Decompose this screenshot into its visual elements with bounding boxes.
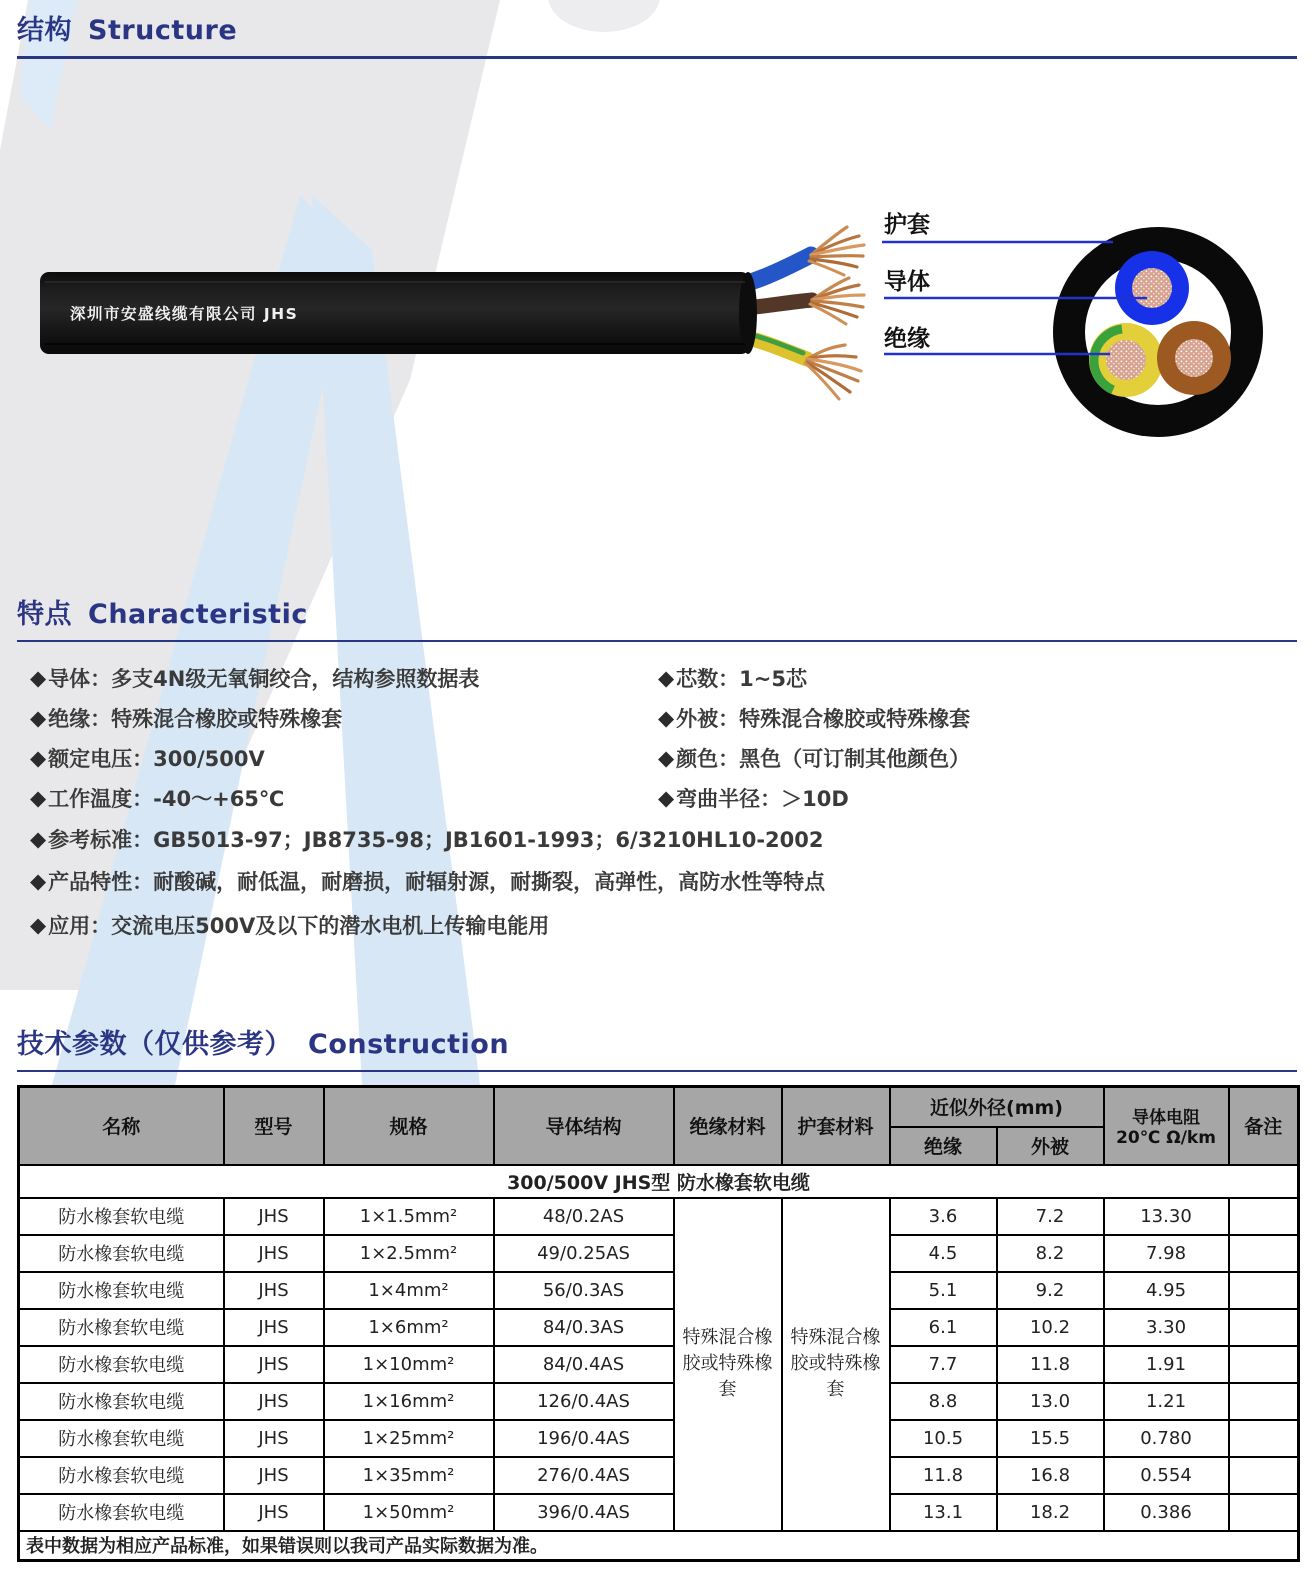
characteristic-section-header <box>17 592 1297 642</box>
cell-remark <box>1229 1420 1299 1457</box>
characteristic-title <box>17 592 1297 631</box>
cell-spec: 1×4mm² <box>324 1272 494 1309</box>
table-row <box>19 1420 1299 1457</box>
resistance-line1: 导体电阻 <box>1132 1108 1200 1129</box>
cell-model: JHS <box>224 1420 324 1457</box>
characteristic-title-zh: 特点 <box>17 599 72 630</box>
table-row <box>19 1198 1299 1235</box>
cell-od-insulation: 13.1 <box>890 1494 997 1531</box>
col-header-remark: 备注 <box>1229 1087 1299 1165</box>
cell-insulation-material: 特殊混合橡胶或特殊橡套 <box>674 1198 782 1531</box>
table-row <box>19 1272 1299 1309</box>
bullet-bend-radius: 弯曲半径：＞10D <box>676 787 849 811</box>
cell-remark <box>1229 1383 1299 1420</box>
structure-title-en: Structure <box>88 15 238 46</box>
diamond-bullet-icon: ◆ <box>30 746 47 770</box>
structure-title-zh: 结构 <box>17 15 72 46</box>
table-footnote: 表中数据为相应产品标准，如果错误则以我司产品实际数据为准。 <box>19 1531 1299 1561</box>
table-group-title: 300/500V JHS型 防水橡套软电缆 <box>19 1165 1299 1198</box>
cell-spec: 1×35mm² <box>324 1457 494 1494</box>
cell-resistance: 1.21 <box>1104 1383 1229 1420</box>
construction-title-en: Construction <box>308 1029 510 1060</box>
core-brown <box>1157 321 1231 395</box>
cell-remark <box>1229 1309 1299 1346</box>
cell-resistance: 0.554 <box>1104 1457 1229 1494</box>
col-header-od-insulation: 绝缘 <box>890 1127 997 1165</box>
cell-spec: 1×10mm² <box>324 1346 494 1383</box>
bullet-conductor: 导体：多支4N级无氧铜绞合，结构参照数据表 <box>48 667 480 691</box>
col-header-od-jacket: 外被 <box>997 1127 1104 1165</box>
col-header-name: 名称 <box>19 1087 224 1165</box>
diamond-bullet-icon: ◆ <box>30 913 47 937</box>
cell-resistance: 7.98 <box>1104 1235 1229 1272</box>
cell-model: JHS <box>224 1383 324 1420</box>
cell-name: 防水橡套软电缆 <box>19 1235 224 1272</box>
cell-model: JHS <box>224 1457 324 1494</box>
characteristic-rule <box>17 640 1297 642</box>
cell-spec: 1×25mm² <box>324 1420 494 1457</box>
bullet-jacket: 外被：特殊混合橡胶或特殊橡套 <box>676 707 971 731</box>
cell-name: 防水橡套软电缆 <box>19 1420 224 1457</box>
diamond-bullet-icon: ◆ <box>30 786 47 810</box>
diamond-bullet-icon: ◆ <box>658 746 675 770</box>
cell-conductor: 276/0.4AS <box>494 1457 674 1494</box>
cell-od-jacket: 18.2 <box>997 1494 1104 1531</box>
cell-model: JHS <box>224 1235 324 1272</box>
col-header-spec: 规格 <box>324 1087 494 1165</box>
cell-od-insulation: 3.6 <box>890 1198 997 1235</box>
bullet-voltage: 额定电压：300/500V <box>48 747 265 771</box>
cell-remark <box>1229 1457 1299 1494</box>
cell-resistance: 13.30 <box>1104 1198 1229 1235</box>
cell-od-jacket: 16.8 <box>997 1457 1104 1494</box>
diamond-bullet-icon: ◆ <box>30 666 47 690</box>
col-header-od-group: 近似外径(mm) <box>890 1087 1104 1127</box>
cell-od-insulation: 8.8 <box>890 1383 997 1420</box>
cell-od-jacket: 13.0 <box>997 1383 1104 1420</box>
label-insulation: 绝缘 <box>884 326 930 352</box>
cable-print-label: 深圳市安盛线缆有限公司 JHS <box>70 305 299 323</box>
table-row <box>19 1235 1299 1272</box>
cell-od-jacket: 11.8 <box>997 1346 1104 1383</box>
cell-od-jacket: 10.2 <box>997 1309 1104 1346</box>
cross-section-diagram <box>870 195 1304 465</box>
cell-conductor: 126/0.4AS <box>494 1383 674 1420</box>
cell-sheath-material: 特殊混合橡胶或特殊橡套 <box>782 1198 890 1531</box>
cell-remark <box>1229 1272 1299 1309</box>
bullet-row <box>30 778 1290 818</box>
cell-resistance: 3.30 <box>1104 1309 1229 1346</box>
cell-name: 防水橡套软电缆 <box>19 1383 224 1420</box>
cable-photo <box>25 215 870 430</box>
cell-remark <box>1229 1494 1299 1531</box>
cross-section-svg <box>870 195 1304 465</box>
cell-od-insulation: 11.8 <box>890 1457 997 1494</box>
core-blue <box>1115 251 1189 325</box>
cell-resistance: 4.95 <box>1104 1272 1229 1309</box>
cell-conductor: 84/0.3AS <box>494 1309 674 1346</box>
cell-spec: 1×50mm² <box>324 1494 494 1531</box>
col-header-resistance <box>1104 1087 1229 1165</box>
table-row <box>19 1383 1299 1420</box>
diamond-bullet-icon: ◆ <box>658 786 675 810</box>
characteristic-list <box>30 658 1290 948</box>
table-group-row <box>19 1165 1299 1198</box>
cell-resistance: 0.780 <box>1104 1420 1229 1457</box>
diamond-bullet-icon: ◆ <box>658 706 675 730</box>
cell-conductor: 56/0.3AS <box>494 1272 674 1309</box>
construction-title-zh: 技术参数（仅供参考） <box>17 1029 292 1060</box>
diamond-bullet-icon: ◆ <box>658 666 675 690</box>
structure-section-header <box>17 8 1297 59</box>
structure-rule <box>17 56 1297 59</box>
table-row <box>19 1457 1299 1494</box>
bullet-standards: 参考标准：GB5013-97；JB8735-98；JB1601-1993；6/3210HL10-2002 <box>48 828 824 852</box>
diamond-bullet-icon: ◆ <box>30 869 47 893</box>
cell-name: 防水橡套软电缆 <box>19 1346 224 1383</box>
bullet-row <box>30 698 1290 738</box>
construction-rule <box>17 1070 1297 1072</box>
copper-strands-icon <box>809 227 864 275</box>
table-row <box>19 1309 1299 1346</box>
cell-conductor: 196/0.4AS <box>494 1420 674 1457</box>
bullet-features: 产品特性：耐酸碱，耐低温，耐磨损，耐辐射源，耐撕裂，高弹性，高防水性等特点 <box>48 870 826 894</box>
cell-name: 防水橡套软电缆 <box>19 1272 224 1309</box>
cell-resistance: 0.386 <box>1104 1494 1229 1531</box>
col-header-conductor: 导体结构 <box>494 1087 674 1165</box>
cell-od-jacket: 15.5 <box>997 1420 1104 1457</box>
structure-title <box>17 8 1297 47</box>
cell-conductor: 396/0.4AS <box>494 1494 674 1531</box>
bullet-row <box>30 860 1290 902</box>
construction-section-header <box>17 1022 1297 1072</box>
cell-od-jacket: 9.2 <box>997 1272 1104 1309</box>
cell-spec: 1×2.5mm² <box>324 1235 494 1272</box>
bullet-row <box>30 902 1290 948</box>
cell-name: 防水橡套软电缆 <box>19 1198 224 1235</box>
cell-spec: 1×16mm² <box>324 1383 494 1420</box>
construction-table-wrap <box>17 1085 1300 1562</box>
characteristic-title-en: Characteristic <box>88 599 308 630</box>
cell-od-jacket: 8.2 <box>997 1235 1104 1272</box>
label-conductor: 导体 <box>884 269 930 295</box>
bullet-row <box>30 658 1290 698</box>
bullet-color: 颜色：黑色（可订制其他颜色） <box>676 747 971 771</box>
copper-strands-icon <box>805 345 861 399</box>
col-header-insulation-material: 绝缘材料 <box>674 1087 782 1165</box>
table-row <box>19 1346 1299 1383</box>
cell-model: JHS <box>224 1494 324 1531</box>
label-sheath: 护套 <box>884 212 930 238</box>
table-footnote-row <box>19 1531 1299 1561</box>
construction-table <box>17 1085 1300 1562</box>
cell-conductor: 48/0.2AS <box>494 1198 674 1235</box>
construction-title <box>17 1022 1297 1061</box>
cell-remark <box>1229 1235 1299 1272</box>
diamond-bullet-icon: ◆ <box>30 827 47 851</box>
table-row <box>19 1494 1299 1531</box>
cell-resistance: 1.91 <box>1104 1346 1229 1383</box>
cell-remark <box>1229 1346 1299 1383</box>
cell-spec: 1×1.5mm² <box>324 1198 494 1235</box>
cell-od-insulation: 5.1 <box>890 1272 997 1309</box>
cell-name: 防水橡套软电缆 <box>19 1494 224 1531</box>
cell-model: JHS <box>224 1198 324 1235</box>
cable-body <box>40 272 757 354</box>
cell-remark <box>1229 1198 1299 1235</box>
core-yellow-green <box>1089 323 1163 397</box>
bullet-row <box>30 738 1290 778</box>
resistance-line2: 20℃ Ω/km <box>1116 1128 1216 1149</box>
cell-model: JHS <box>224 1309 324 1346</box>
diamond-bullet-icon: ◆ <box>30 706 47 730</box>
cell-od-insulation: 7.7 <box>890 1346 997 1383</box>
cell-od-insulation: 4.5 <box>890 1235 997 1272</box>
bullet-row <box>30 818 1290 860</box>
cell-name: 防水橡套软电缆 <box>19 1457 224 1494</box>
col-header-model: 型号 <box>224 1087 324 1165</box>
cell-conductor: 49/0.25AS <box>494 1235 674 1272</box>
cell-conductor: 84/0.4AS <box>494 1346 674 1383</box>
bullet-cores: 芯数：1~5芯 <box>676 667 807 691</box>
cell-od-insulation: 10.5 <box>890 1420 997 1457</box>
bullet-temperature: 工作温度：-40～+65℃ <box>48 787 285 811</box>
bullet-insulation: 绝缘：特殊混合橡胶或特殊橡套 <box>48 707 343 731</box>
cell-spec: 1×6mm² <box>324 1309 494 1346</box>
cell-name: 防水橡套软电缆 <box>19 1309 224 1346</box>
cell-model: JHS <box>224 1272 324 1309</box>
cell-od-insulation: 6.1 <box>890 1309 997 1346</box>
cell-model: JHS <box>224 1346 324 1383</box>
col-header-sheath-material: 护套材料 <box>782 1087 890 1165</box>
copper-strands-icon <box>810 278 864 324</box>
bullet-application: 应用：交流电压500V及以下的潜水电机上传输电能用 <box>48 914 550 938</box>
cell-od-jacket: 7.2 <box>997 1198 1104 1235</box>
